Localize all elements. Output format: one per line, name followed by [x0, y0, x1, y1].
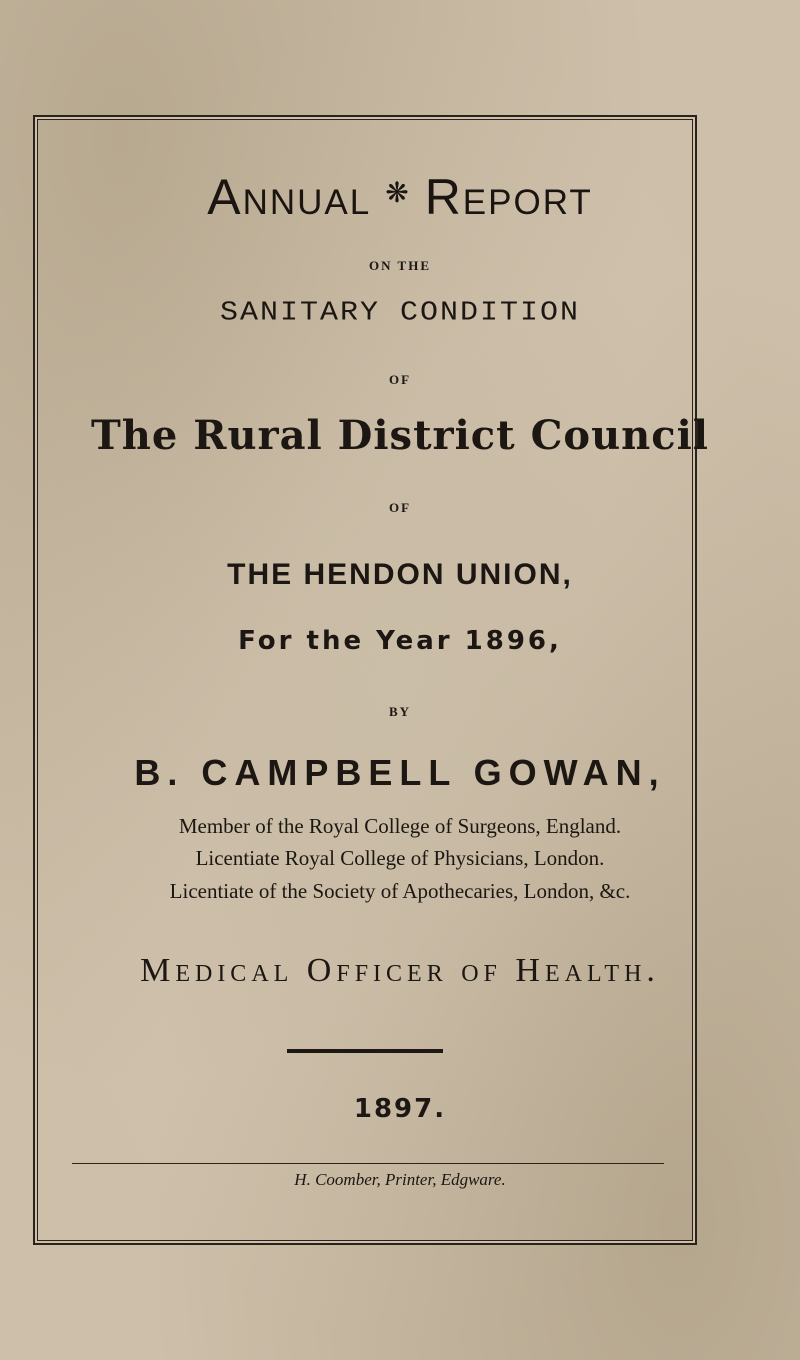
council-name: The Rural District Council [91, 412, 709, 459]
credential-line: Licentiate Royal College of Physicians, London. [195, 846, 605, 870]
of-label-2: OF [388, 500, 412, 515]
credential-line: Licentiate of the Society of Apothecaries, London, &c. [169, 879, 631, 903]
author-name: B. CAMPBELL GOWAN, [134, 752, 666, 793]
footer-rule [72, 1163, 664, 1164]
credential-line: Member of the Royal College of Surgeons, England. [178, 814, 622, 838]
page-border [33, 115, 697, 1245]
asterism-ornament-icon: ❋ [385, 177, 411, 209]
title-word-annual: Annual [207, 169, 372, 225]
by-label: BY [388, 704, 412, 719]
publication-year: 1897. [353, 1094, 447, 1124]
report-year: For the Year 1896, [238, 626, 562, 656]
of-label-1: OF [388, 372, 412, 387]
on-the-label: ON THE [369, 258, 431, 273]
report-title [0, 168, 800, 226]
printer-imprint: H. Coomber, Printer, Edgware. [294, 1170, 506, 1189]
office-title: Medical Officer of Health. [140, 952, 660, 989]
divider-rule [287, 1049, 443, 1053]
title-word-report: Report [424, 169, 593, 225]
subject-heading: SANITARY CONDITION [219, 297, 581, 329]
union-name: THE HENDON UNION, [227, 558, 573, 591]
